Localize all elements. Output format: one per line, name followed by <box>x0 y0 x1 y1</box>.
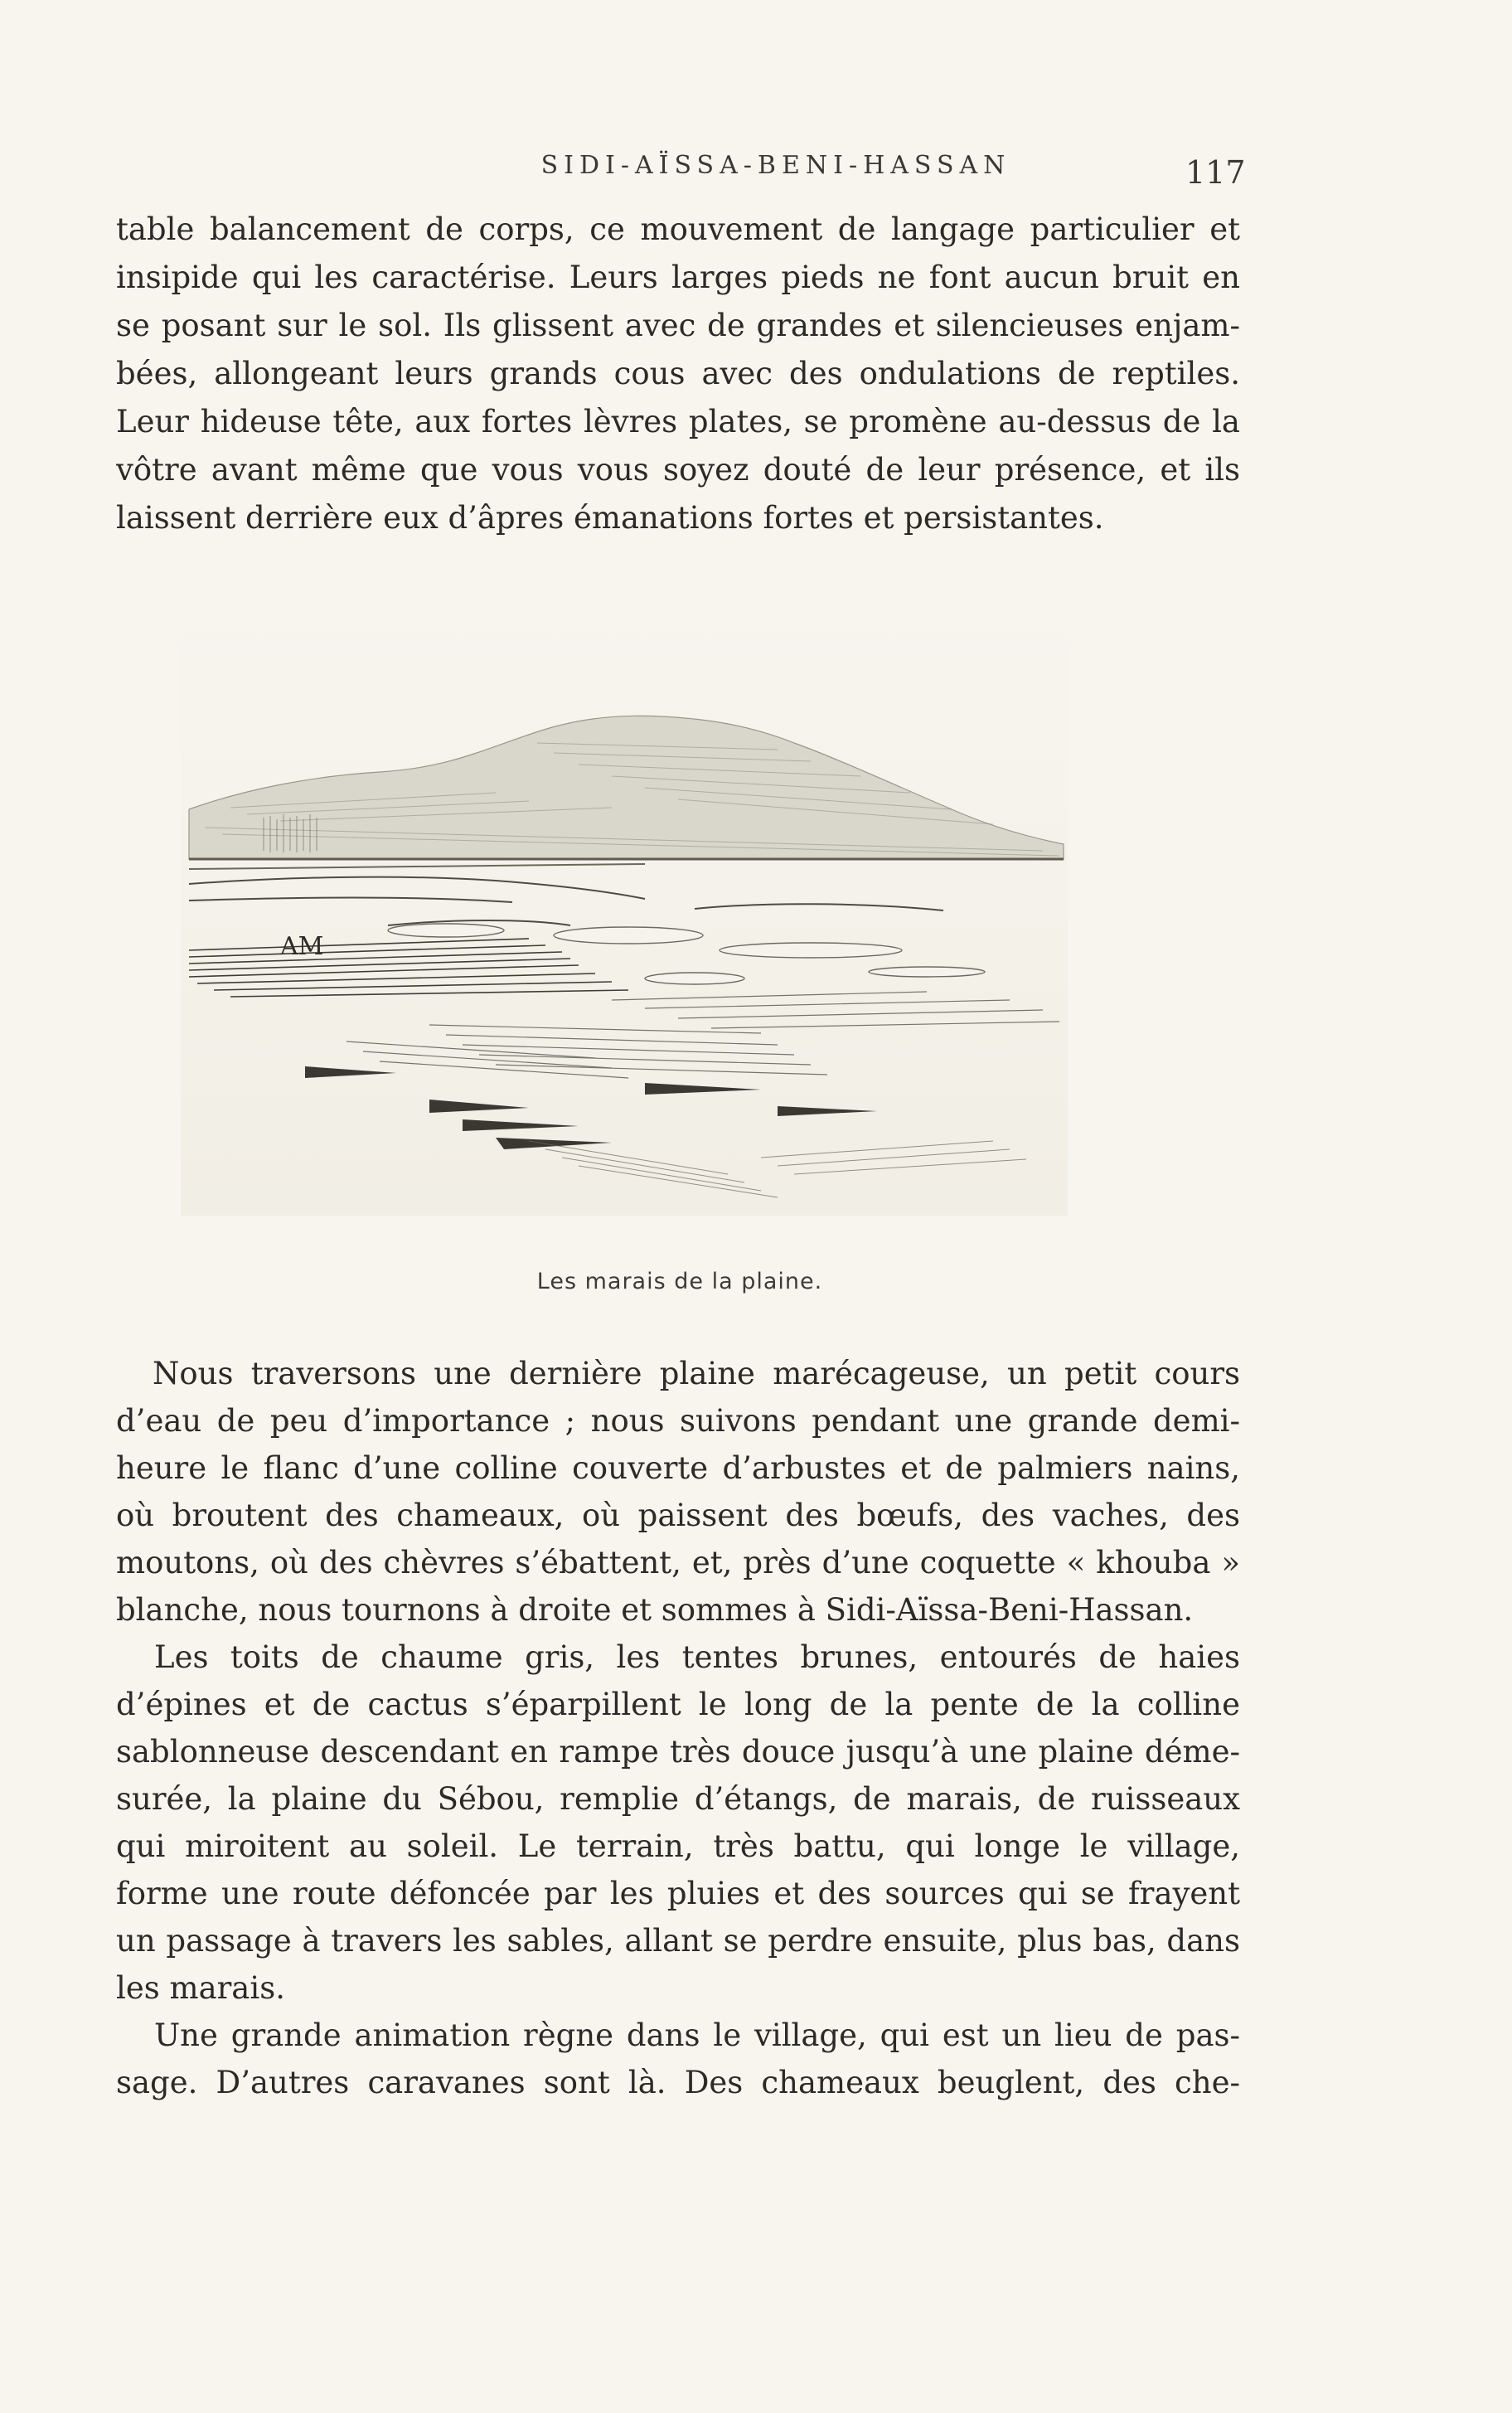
text-line: forme une route défoncée par les pluies et des sources qui se frayent <box>116 1876 1240 1911</box>
text-line: un passage à travers les sables, allant se perdre ensuite, plus bas, dans <box>116 1923 1240 1959</box>
text-line: d’épines et de cactus s’éparpillent le long de la pente de la colline <box>116 1687 1240 1722</box>
text-line: Une grande animation règne dans le village, qui est un lieu de pas- <box>154 2017 1240 2053</box>
text-line: laissent derrière eux d’âpres émanations fortes et persistantes. <box>116 500 1104 536</box>
text-line: d’eau de peu d’importance ; nous suivons pendant une grande demi- <box>116 1403 1240 1439</box>
text-line: table balancement de corps, ce mouvement de langage particulier et <box>116 211 1240 247</box>
text-line: sablonneuse descendant en rampe très douce jusqu’à une plaine démе- <box>116 1734 1240 1770</box>
paragraph-top <box>116 206 1240 542</box>
text-line: vôtre avant même que vous vous soyez douté de leur présence, et ils <box>116 452 1240 488</box>
paragraphs-bottom <box>116 1350 1240 2106</box>
artist-signature: AM <box>280 932 324 961</box>
marsh-landscape-engraving <box>181 610 1068 1216</box>
text-line: où broutent des chameaux, où paissent des bœufs, des vaches, des <box>116 1498 1240 1533</box>
text-line: insipide qui les caractérise. Leurs larges pieds ne font aucun bruit en <box>116 260 1240 295</box>
text-line: sage. D’autres caravanes sont là. Des chameaux beuglent, des che- <box>116 2065 1240 2100</box>
text-line: qui miroitent au soleil. Le terrain, très battu, qui longe le village, <box>116 1828 1240 1864</box>
illustration-caption: Les marais de la plaine. <box>536 1269 823 1294</box>
page-number: 117 <box>1185 154 1246 191</box>
text-line: se posant sur le sol. Ils glissent avec de grandes et silencieuses enjam- <box>116 308 1240 343</box>
text-line: blanche, nous tournons à droite et sommes à Sidi-Aïssa-Beni-Hassan. <box>116 1592 1194 1628</box>
sky <box>181 610 1068 1216</box>
text-line: Leur hideuse tête, aux fortes lèvres plates, se promène au-dessus de la <box>116 404 1240 439</box>
text-line: Nous traversons une dernière plaine marécageuse, un petit cours <box>153 1356 1240 1391</box>
text-line: Les toits de chaume gris, les tentes brunes, entourés de haies <box>154 1639 1240 1675</box>
running-title: SIDI-AÏSSA-BENI-HASSAN <box>540 151 1011 180</box>
text-line: surée, la plaine du Sébou, remplie d’étangs, de marais, de ruisseaux <box>116 1781 1240 1817</box>
text-line: heure le flanc d’une colline couverte d’arbustes et de palmiers nains, <box>116 1450 1240 1486</box>
text-line: moutons, où des chèvres s’ébattent, et, près d’une coquette « khouba » <box>116 1545 1240 1580</box>
text-line: bées, allongeant leurs grands cous avec des ondulations de reptiles. <box>116 356 1240 391</box>
text-line: les marais. <box>116 1970 285 2006</box>
